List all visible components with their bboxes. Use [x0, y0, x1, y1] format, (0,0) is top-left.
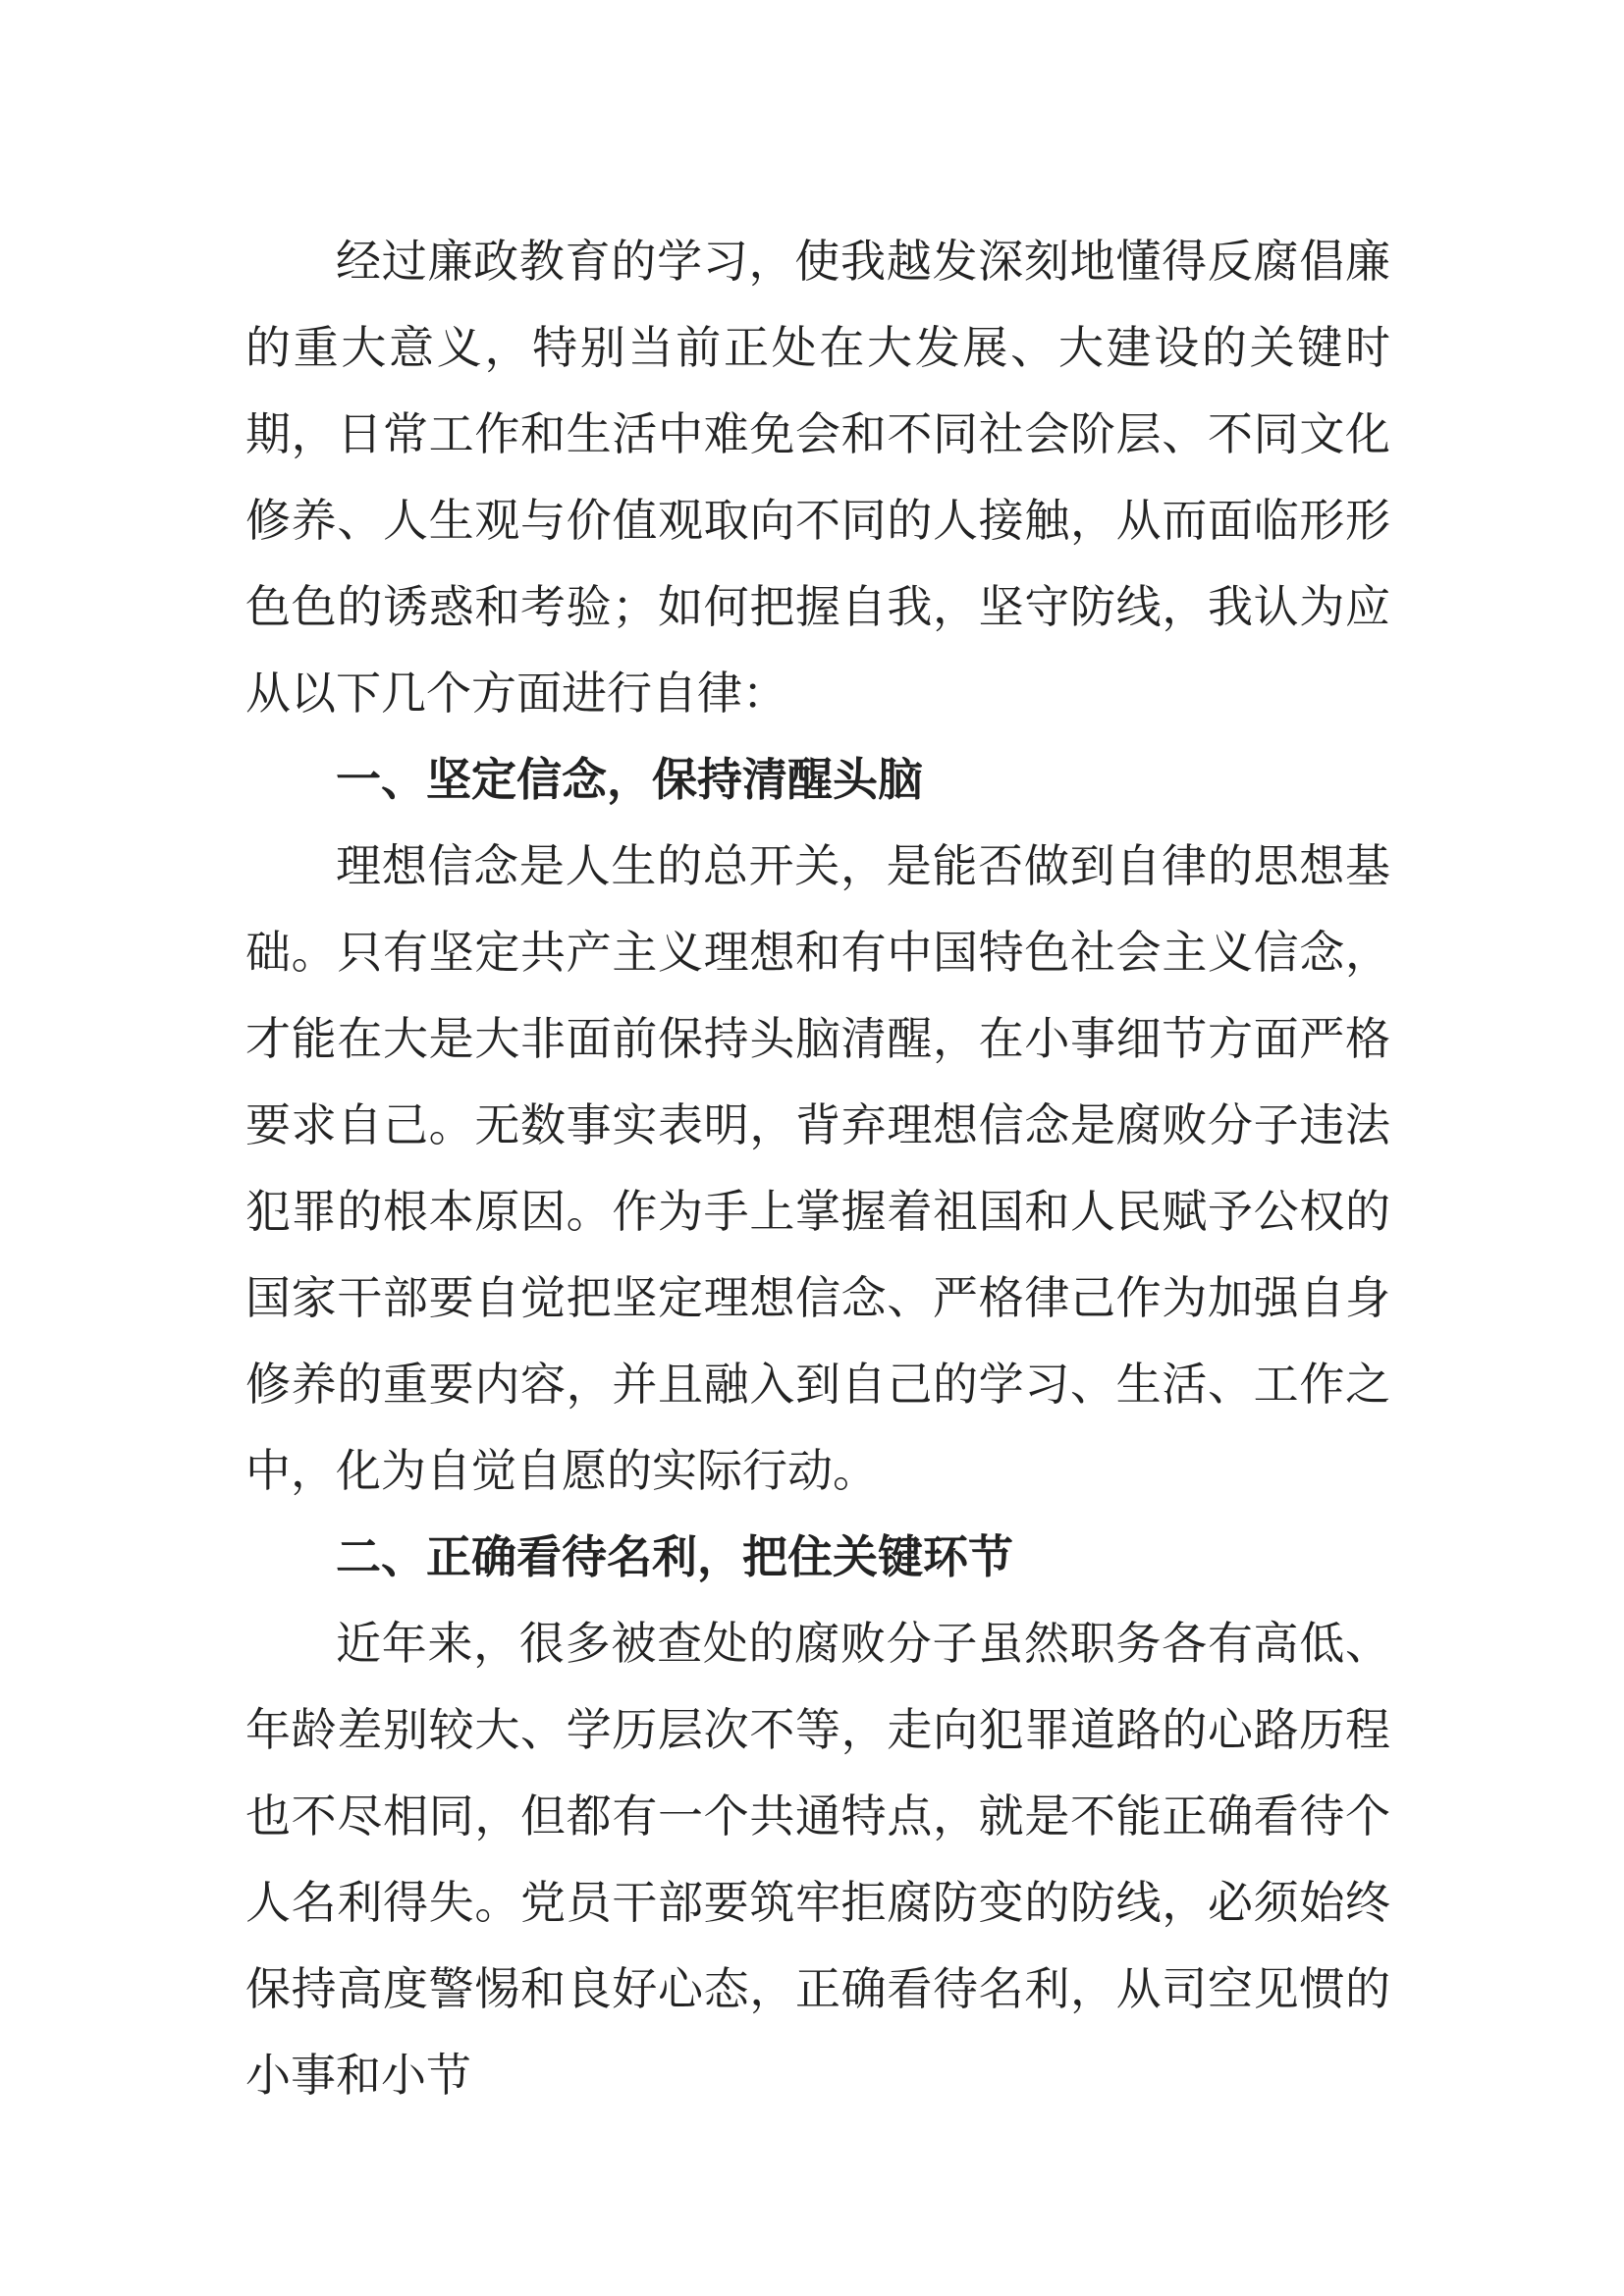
section-heading-2: 二、正确看待名利，把住关键环节 [336, 1530, 1013, 1583]
document-body [245, 218, 1390, 2118]
intro-paragraph: 经过廉政教育的学习，使我越发深刻地懂得反腐倡廉的重大意义，特别当前正处在大发展、大建设的关键时期，日常工作和生活中难免会和不同社会阶层、不同文化修养、人生观与价值观取向不同的人接触，从而面临形形色色的诱惑和考验；如何把握自我，坚守防线，我认为应从以下几个方面进行自律： [245, 235, 1390, 720]
section-1-paragraph: 理想信念是人生的总开关，是能否做到自律的思想基础。只有坚定共产主义理想和有中国特色社会主义信念，才能在大是大非面前保持头脑清醒，在小事细节方面严格要求自己。无数事实表明，背弃理想信念是腐败分子违法犯罪的根本原因。作为手上掌握着祖国和人民赋予公权的国家干部要自觉把坚定理想信念、严格律己作为加强自身修养的重要内容，并且融入到自己的学习、生活、工作之中，化为自觉自愿的实际行动。 [245, 839, 1390, 1497]
section-heading-1: 一、坚定信念，保持清醒头脑 [336, 753, 923, 806]
section-2-paragraph: 近年来，很多被查处的腐败分子虽然职务各有高低、年龄差别较大、学历层次不等，走向犯罪道路的心路历程也不尽相同，但都有一个共通特点，就是不能正确看待个人名利得失。党员干部要筑牢拒腐防变的防线，必须始终保持高度警惕和良好心态，正确看待名利，从司空见惯的小事和小节 [245, 1617, 1390, 2102]
